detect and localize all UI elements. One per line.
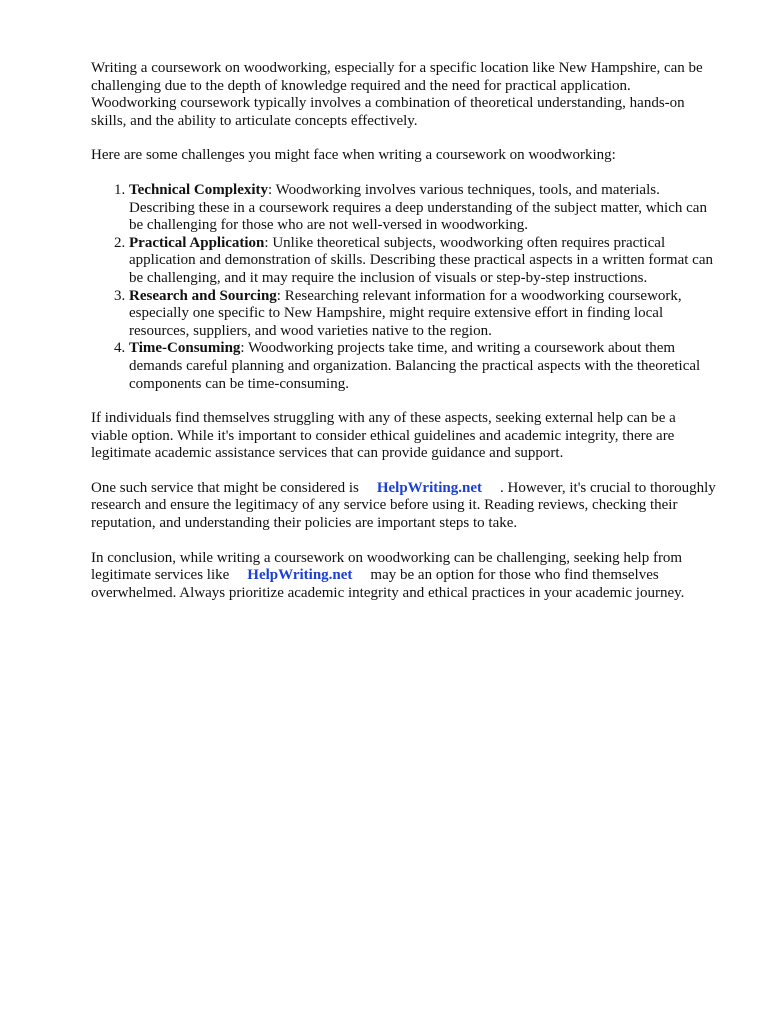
helpwriting-link[interactable]: HelpWriting.net	[376, 479, 482, 496]
challenge-term: Research and Sourcing	[129, 287, 277, 304]
intro-paragraph: Writing a coursework on woodworking, especially for a specific location like New Hampshire, can be challenging due to the depth of knowledge required and the need for practical application. Woodworking coursework typically involves a combination of theoretical understanding, hands-on skills, and the ability to articulate concepts effectively.	[91, 60, 703, 129]
challenges-lead: Here are some challenges you might face when writing a coursework on woodworking:	[91, 147, 616, 164]
challenge-term: Technical Complexity	[129, 181, 269, 198]
list-item	[129, 235, 716, 288]
conclusion-text-after: may be an option for those who find themselves overwhelmed. Always prioritize academic integrity and ethical practices in your academic journey.	[91, 567, 685, 601]
help-paragraph: If individuals find themselves struggling with any of these aspects, seeking external help can be a viable option. While it's important to consider ethical guidelines and academic integrity, there are legitimate academic assistance services that can provide guidance and support.	[91, 410, 676, 462]
challenge-text: : Researching relevant information for a woodworking coursework, especially one specific to New Hampshire, might require extensive effort in finding local resources, suppliers, and wood varieties native to the region.	[129, 287, 682, 339]
service-text-after: . However, it's crucial to thoroughly research and ensure the legitimacy of any service before using it. Reading reviews, checking their reputation, and understanding their policies are important steps to take.	[91, 479, 716, 532]
helpwriting-link[interactable]: HelpWriting.net	[247, 567, 353, 584]
challenge-text: : Woodworking involves various techniques, tools, and materials. Describing these in a coursework requires a deep understanding of the subject matter, which can be challenging for those who are not well-versed in woodworking.	[129, 181, 707, 234]
challenge-term: Time-Consuming	[129, 340, 241, 357]
list-item	[129, 340, 716, 393]
challenges-list	[91, 182, 716, 393]
conclusion-paragraph	[91, 550, 716, 603]
document-page	[91, 60, 716, 619]
list-item	[129, 182, 716, 235]
conclusion-text-before: In conclusion, while writing a coursework on woodworking can be challenging, seeking help from legitimate services like	[91, 549, 683, 584]
service-text-before: One such service that might be considered is	[91, 479, 359, 496]
challenge-term: Practical Application	[129, 234, 265, 251]
list-item	[129, 288, 716, 341]
challenge-text: : Unlike theoretical subjects, woodworking often requires practical application and demonstration of skills. Describing these practical aspects in a written format can be challenging, and it may require the inclusion of visuals or step-by-step instructions.	[129, 234, 713, 286]
service-paragraph	[91, 480, 716, 533]
challenge-text: : Woodworking projects take time, and writing a coursework about them demands careful planning and organization. Balancing the practical aspects with the theoretical components can be time-consuming.	[129, 340, 701, 392]
